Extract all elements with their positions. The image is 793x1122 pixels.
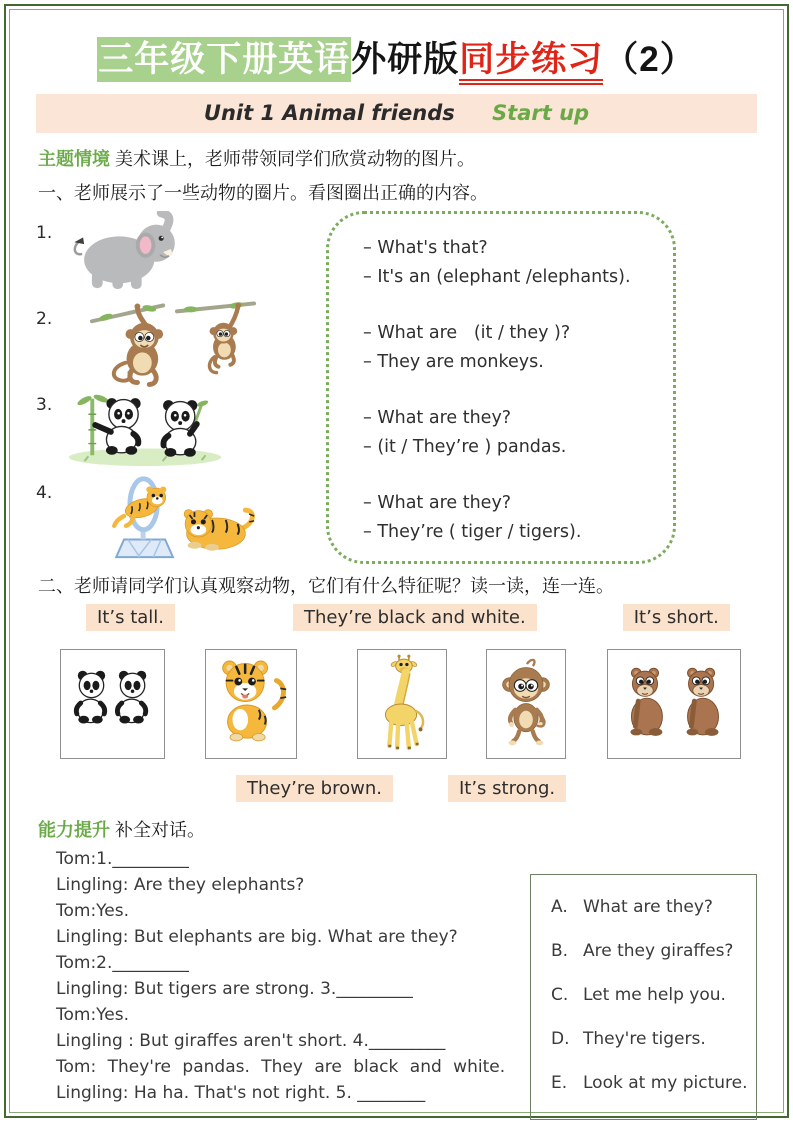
card-pandas-illustration <box>67 660 159 748</box>
section3-heading <box>38 816 755 842</box>
dialogue-line: Lingling: But tigers are strong. 3._________ <box>56 979 413 999</box>
unit-name: Unit 1 Animal friends <box>203 101 455 125</box>
answer-choice: – It's an (elephant /elephants). <box>363 267 631 287</box>
qa-pair-2 <box>363 319 665 377</box>
elephant-illustration <box>70 211 186 291</box>
animal-item-tigers <box>36 471 320 563</box>
monkeys-illustration <box>88 297 258 387</box>
title-middle: 外研版 <box>351 40 460 79</box>
animal-picture-list <box>36 211 320 563</box>
theme-intro <box>38 145 755 171</box>
option-c <box>551 985 756 1005</box>
item-number: 3. <box>36 395 53 415</box>
title-highlighted: 三年级下册英语 <box>97 37 351 82</box>
option-letter: E. <box>551 1073 568 1093</box>
unit-banner <box>36 94 757 133</box>
label-its-short: It’s short. <box>623 604 730 631</box>
page-border <box>4 4 789 1118</box>
card-bears <box>607 649 741 759</box>
option-letter: B. <box>551 941 569 961</box>
option-text: Look at my picture. <box>583 1073 748 1093</box>
dialogue-line: Lingling : But giraffes aren't short. 4._________ <box>56 1031 446 1051</box>
section3-task: 补全对话。 <box>115 820 206 840</box>
card-giraffe-illustration <box>362 654 442 754</box>
dialogue-line: Lingling: But elephants are big. What are they? <box>56 927 458 947</box>
label-theyre-brown: They’re brown. <box>236 775 393 802</box>
answer-choice: – They’re ( tiger / tigers). <box>363 522 582 542</box>
answer-choice: – (it / They’re ) pandas. <box>363 437 567 457</box>
page-border-inner <box>9 9 784 1113</box>
section2-heading: 二、老师请同学们认真观察动物，它们有什么特征呢？读一读，连一连。 <box>38 576 614 596</box>
section3-body <box>36 850 757 1120</box>
option-letter: A. <box>551 897 568 917</box>
dialogue-line: Tom:1._________ <box>56 849 189 869</box>
card-monkey <box>486 649 566 759</box>
dialogue-line: Tom:Yes. <box>56 1005 130 1025</box>
card-pandas <box>60 649 165 759</box>
answer-choice: – They are monkeys. <box>363 352 544 372</box>
theme-text: 美术课上，老师带领同学们欣赏动物的图片。 <box>115 149 476 169</box>
option-text: Let me help you. <box>583 985 726 1005</box>
section3-tag: 能力提升 <box>38 820 110 840</box>
dialogue-line: Lingling: Ha ha. That's not right. 5. ________ <box>56 1083 426 1103</box>
animal-item-monkeys <box>36 297 320 383</box>
item-number: 1. <box>36 223 53 243</box>
section1-heading: 一、老师展示了一些动物的圈片。看图圈出正确的内容。 <box>38 183 488 203</box>
card-tiger-illustration <box>210 655 292 753</box>
answer-options-box <box>530 874 757 1120</box>
option-b <box>551 941 756 961</box>
option-letter: C. <box>551 985 569 1005</box>
card-bears-illustration <box>615 660 733 748</box>
question: – What's that? <box>363 238 488 258</box>
question: – What are they? <box>363 408 512 428</box>
option-text: What are they? <box>583 897 713 917</box>
card-giraffe <box>357 649 447 759</box>
label-its-tall: It’s tall. <box>86 604 175 631</box>
item-number: 4. <box>36 483 53 503</box>
dialogue-lines <box>56 850 518 1110</box>
qa-pair-1 <box>363 234 665 292</box>
animal-cards-row <box>36 649 757 759</box>
matching-labels-top <box>36 604 757 631</box>
worksheet-page <box>10 10 783 1112</box>
card-monkey-illustration <box>490 655 562 753</box>
qa-pair-3 <box>363 404 665 462</box>
animal-item-elephant <box>36 211 320 297</box>
page-title <box>36 32 757 82</box>
card-tiger <box>205 649 297 759</box>
dialogue-line: Tom:Yes. <box>56 901 130 921</box>
lesson-name: Start up <box>492 101 590 125</box>
item-number: 2. <box>36 309 53 329</box>
tigers-illustration <box>80 471 260 561</box>
section1-body <box>36 211 757 564</box>
option-letter: D. <box>551 1029 570 1049</box>
dialogue-line: Tom: They're pandas. They are black and white. <box>56 1057 506 1077</box>
option-e <box>551 1073 756 1093</box>
question: – What are they? <box>363 493 512 513</box>
option-d <box>551 1029 756 1049</box>
dialogue-line: Lingling: Are they elephants? <box>56 875 305 895</box>
option-text: They're tigers. <box>583 1029 706 1049</box>
option-a <box>551 897 756 917</box>
matching-labels-bottom <box>36 775 757 802</box>
theme-tag: 主题情境 <box>38 149 110 169</box>
dialog-choices-box <box>326 211 676 564</box>
animal-item-pandas <box>36 383 320 471</box>
qa-pair-4 <box>363 489 665 547</box>
dialogue-line: Tom:2._________ <box>56 953 189 973</box>
label-its-strong: It’s strong. <box>448 775 566 802</box>
question: – What are (it / they )? <box>363 323 571 343</box>
option-text: Are they giraffes? <box>583 941 734 961</box>
title-suffix: （2） <box>603 40 696 79</box>
label-black-and-white: They’re black and white. <box>293 604 537 631</box>
pandas-illustration <box>64 383 228 467</box>
title-red-underlined: 同步练习 <box>459 40 603 85</box>
